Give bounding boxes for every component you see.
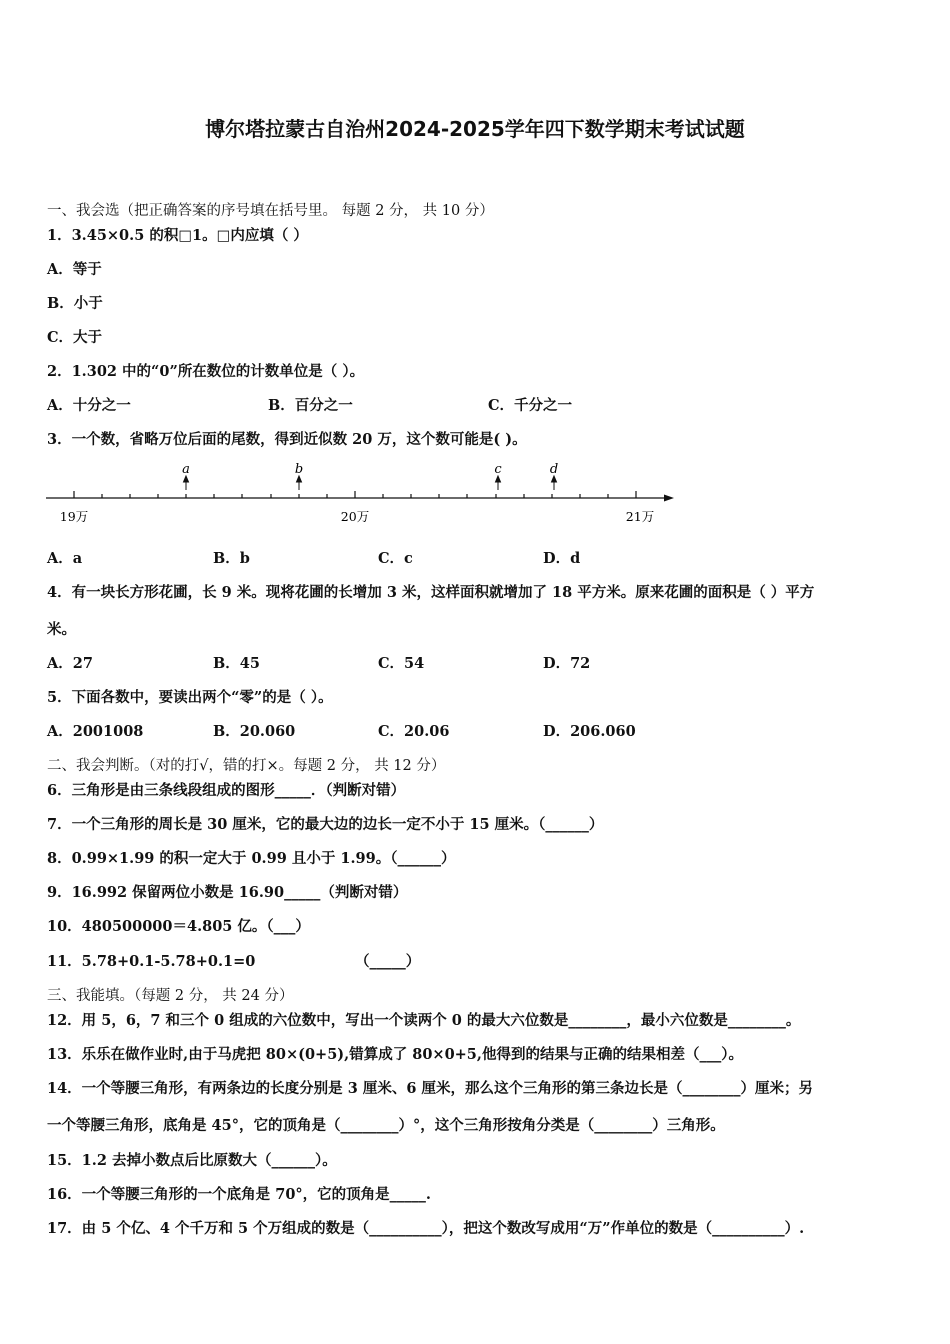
q4-option-c: C．54 — [378, 655, 425, 672]
q3-option-b: B．b — [213, 550, 250, 567]
question-15: 15．1.2 去掉小数点后比原数大（______）。 — [47, 1152, 337, 1169]
q2-option-a: A．十分之一 — [47, 397, 131, 414]
point-d-marker — [552, 476, 557, 490]
q4-option-a: A．27 — [47, 655, 93, 672]
q5-option-d: D．206.060 — [543, 723, 636, 740]
question-11-blank: （_____） — [355, 953, 421, 970]
tick-label-21wan: 21万 — [625, 509, 655, 524]
tick-label-20wan: 20万 — [340, 509, 370, 524]
section-3-heading: 三、我能填。（每题 2 分， 共 24 分） — [47, 988, 294, 1004]
q4-option-d: D．72 — [543, 655, 591, 672]
q5-option-c: C．20.06 — [378, 723, 450, 740]
number-line-arrow — [664, 495, 674, 502]
point-b-marker — [297, 476, 302, 490]
question-4-line-2: 米。 — [47, 621, 76, 638]
q1-option-c: C．大于 — [47, 329, 103, 346]
number-line-figure — [40, 455, 680, 530]
question-3: 3．一个数，省略万位后面的尾数，得到近似数 20 万，这个数可能是( )。 — [47, 431, 527, 448]
question-11: 11．5.78+0.1-5.78+0.1=0 — [47, 953, 256, 970]
point-d-label: d — [549, 462, 559, 477]
section-1-heading: 一、我会选（把正确答案的序号填在括号里。 每题 2 分， 共 10 分） — [47, 203, 494, 219]
q3-option-c: C．c — [378, 550, 413, 567]
q2-option-c: C．千分之一 — [488, 397, 573, 414]
question-12: 12．用 5，6，7 和三个 0 组成的六位数中，写出一个读两个 0 的最大六位数是________，最小六位数是________。 — [47, 1012, 801, 1029]
q2-option-b: B．百分之一 — [268, 397, 353, 414]
question-8: 8．0.99×1.99 的积一定大于 0.99 且小于 1.99。（______） — [47, 850, 456, 867]
question-14-line-1: 14．一个等腰三角形，有两条边的长度分别是 3 厘米、6 厘米，那么这个三角形的第三条边长是（________）厘米；另 — [47, 1080, 813, 1097]
page-title: 博尔塔拉蒙古自治州2024-2025学年四下数学期末考试试题 — [205, 117, 745, 141]
q5-option-b: B．20.060 — [213, 723, 296, 740]
point-b-label: b — [294, 462, 304, 477]
q1-option-a: A．等于 — [47, 261, 102, 278]
section-2-heading: 二、我会判断。（对的打√，错的打×。每题 2 分， 共 12 分） — [47, 758, 446, 774]
point-a-marker — [184, 476, 189, 490]
question-14-line-2: 一个等腰三角形，底角是 45°，它的顶角是（________）°，这个三角形按角分类是（________）三角形。 — [47, 1117, 725, 1134]
question-4-line-1: 4．有一块长方形花圃，长 9 米。现将花圃的长增加 3 米，这样面积就增加了 18 平方米。原来花圃的面积是（ ）平方 — [47, 584, 815, 601]
number-line-ticks — [74, 491, 636, 498]
point-c-label: c — [494, 462, 502, 477]
q3-option-a: A．a — [47, 550, 83, 567]
q5-option-a: A．2001008 — [47, 723, 144, 740]
question-17: 17．由 5 个亿、4 个千万和 5 个万组成的数是（__________），把这个数改写成用“万”作单位的数是（__________）. — [47, 1220, 805, 1237]
question-9: 9．16.992 保留两位小数是 16.90_____（判断对错） — [47, 884, 408, 901]
q1-option-b: B．小于 — [47, 295, 103, 312]
question-10: 10．480500000＝4.805 亿。（___） — [47, 918, 310, 935]
question-7: 7．一个三角形的周长是 30 厘米，它的最大边的边长一定不小于 15 厘米。（______） — [47, 816, 604, 833]
question-5: 5．下面各数中，要读出两个“零”的是（ ）。 — [47, 689, 333, 706]
tick-label-19wan: 19万 — [59, 509, 89, 524]
question-13: 13．乐乐在做作业时,由于马虎把 80×(0+5),错算成了 80×0+5,他得到的结果与正确的结果相差（___）。 — [47, 1046, 743, 1063]
question-1: 1．3.45×0.5 的积□1。□内应填（ ） — [47, 227, 308, 244]
q3-option-d: D．d — [543, 550, 581, 567]
question-16: 16．一个等腰三角形的一个底角是 70°，它的顶角是_____. — [47, 1186, 431, 1203]
point-a-label: a — [182, 462, 190, 477]
question-6: 6．三角形是由三条线段组成的图形_____．（判断对错） — [47, 782, 406, 799]
point-c-marker — [496, 476, 501, 490]
q4-option-b: B．45 — [213, 655, 260, 672]
question-2: 2．1.302 中的“0”所在数位的计数单位是（ ）。 — [47, 363, 365, 380]
